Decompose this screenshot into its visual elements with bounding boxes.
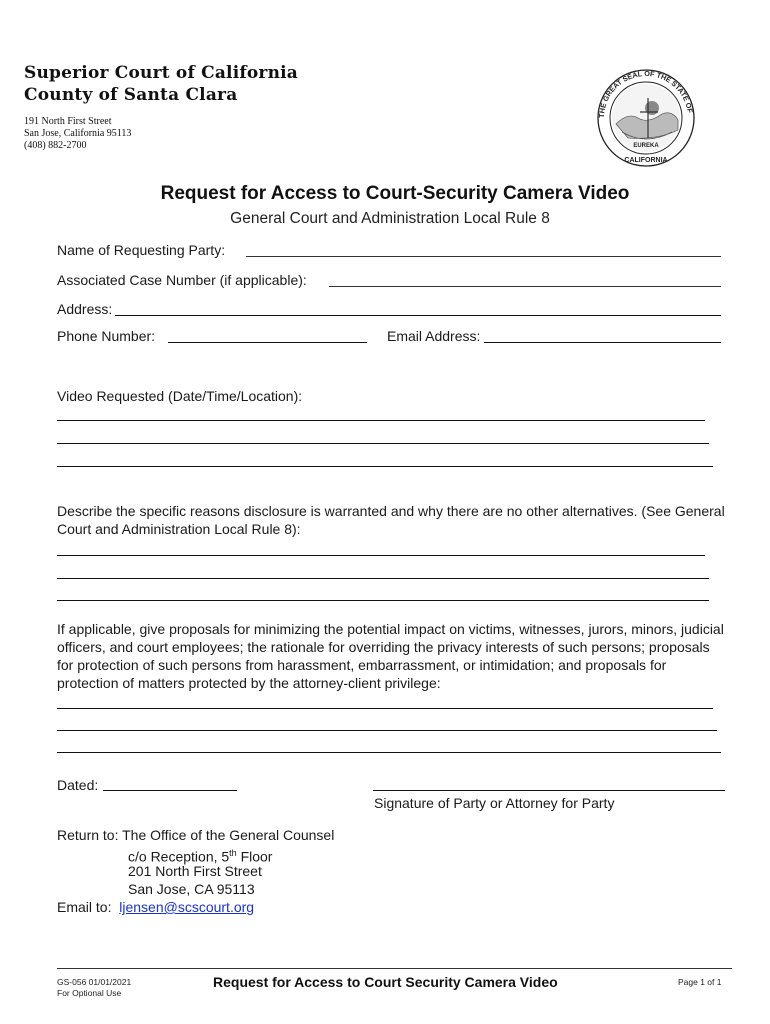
reasons-label: Describe the specific reasons disclosure is warranted and why there are no other alternatives. (See General Court and Administration Local Rule 8): bbox=[57, 503, 725, 537]
proposals-line-3[interactable] bbox=[57, 752, 721, 753]
email-link[interactable]: ljensen@scscourt.org bbox=[119, 899, 255, 915]
case-number-label: Associated Case Number (if applicable): bbox=[57, 272, 307, 288]
page-title: Request for Access to Court-Security Camera Video bbox=[160, 183, 630, 204]
court-street: 191 North First Street bbox=[24, 116, 112, 127]
proposals-line-2[interactable] bbox=[57, 730, 717, 731]
return-prefix: Return to: The Office of the General Counsel bbox=[57, 827, 335, 843]
case-number-input[interactable] bbox=[329, 286, 721, 287]
court-name-line1: Superior Court of California bbox=[24, 63, 298, 83]
footer-divider bbox=[57, 968, 732, 969]
seal-outer-text: THE GREAT SEAL OF THE STATE OF bbox=[596, 68, 695, 119]
address-input[interactable] bbox=[115, 315, 721, 316]
footer-usage: For Optional Use bbox=[57, 988, 122, 998]
state-seal-icon bbox=[588, 68, 704, 168]
requesting-party-input[interactable] bbox=[246, 256, 721, 257]
signature-line[interactable] bbox=[373, 790, 725, 791]
reasons-line-2[interactable] bbox=[57, 578, 709, 579]
footer-page: Page 1 of 1 bbox=[678, 977, 722, 987]
email-to: Email to: ljensen@scscourt.org bbox=[57, 899, 255, 915]
court-phone: (408) 882-2700 bbox=[24, 140, 87, 151]
return-reception: c/o Reception, 5th Floor bbox=[128, 848, 273, 865]
dated-input[interactable] bbox=[103, 790, 237, 791]
footer-title: Request for Access to Court Security Camera Video bbox=[213, 974, 558, 990]
reasons-line-1[interactable] bbox=[57, 555, 705, 556]
phone-label: Phone Number: bbox=[57, 328, 156, 344]
requesting-party-label: Name of Requesting Party: bbox=[57, 242, 226, 258]
email-label: Email Address: bbox=[387, 328, 481, 344]
proposals-line-1[interactable] bbox=[57, 708, 713, 709]
page-subtitle: General Court and Administration Local Rule 8 bbox=[230, 210, 550, 227]
footer-form-id: GS-056 01/01/2021 bbox=[57, 977, 132, 987]
phone-input[interactable] bbox=[168, 342, 367, 343]
dated-label: Dated: bbox=[57, 777, 99, 793]
signature-label: Signature of Party or Attorney for Party bbox=[374, 795, 615, 811]
return-city: San Jose, CA 95113 bbox=[128, 881, 255, 897]
seal-inner-text: CALIFORNIA bbox=[624, 157, 668, 164]
reasons-line-3[interactable] bbox=[57, 600, 709, 601]
return-office: The Office of the General Counsel bbox=[122, 827, 335, 843]
email-input[interactable] bbox=[484, 342, 721, 343]
video-requested-label: Video Requested (Date/Time/Location): bbox=[57, 388, 303, 404]
return-street: 201 North First Street bbox=[128, 863, 262, 879]
proposals-label: If applicable, give proposals for minimizing the potential impact on victims, witnesses, jurors, minors, judicial officers, and court employees; the rationale for overriding the privacy interests of such persons; proposals for protection of such persons from harassment, embarrassment, or intimidation; and proposals for protection of matters protected by the attorney-client privilege: bbox=[57, 621, 724, 691]
court-name-line2: County of Santa Clara bbox=[24, 85, 238, 105]
court-city: San Jose, California 95113 bbox=[24, 128, 132, 139]
address-label: Address: bbox=[57, 301, 113, 317]
seal-motto: EUREKA bbox=[633, 143, 659, 149]
video-requested-line-1[interactable] bbox=[57, 420, 705, 421]
video-requested-line-2[interactable] bbox=[57, 443, 709, 444]
video-requested-line-3[interactable] bbox=[57, 466, 713, 467]
